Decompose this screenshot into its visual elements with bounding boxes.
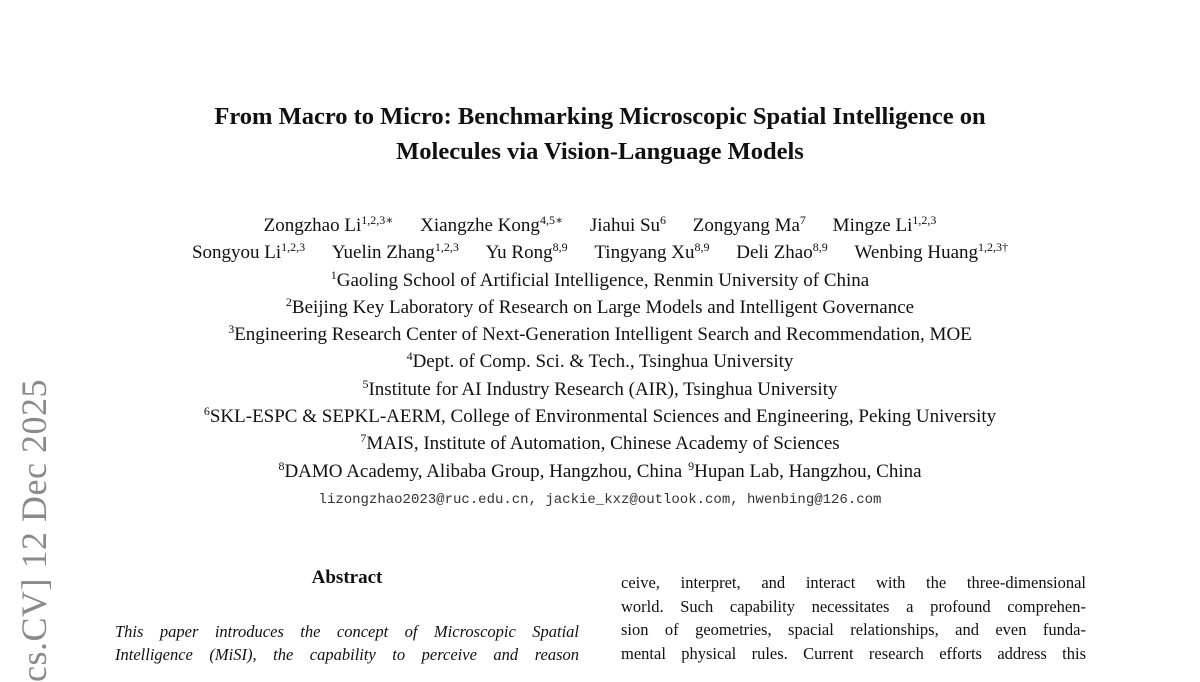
abstract-heading: Abstract [311, 567, 383, 588]
authors-line-2 [0, 239, 1200, 266]
intro-column [621, 571, 1086, 665]
author: Deli Zhao$^{8,9}$ [736, 240, 828, 264]
abstract-line: Intelligence (MiSI), the capability to perceive and reason [115, 645, 579, 664]
affiliation: $^4$Dept. of Comp. Sci. & Tech., Tsinghua University [406, 349, 794, 373]
affiliation: $^7$MAIS, Institute of Automation, Chinese Academy of Sciences [360, 431, 840, 455]
affiliation: $^1$Gaoling School of Artificial Intelligence, Renmin University of China [330, 267, 870, 291]
author-emails: lizongzhao2023@ruc.edu.cn, jackie_kxz@outlook.com, hwenbing@126.com [318, 491, 882, 508]
intro-line: mental physical rules. Current research efforts address this [621, 643, 1086, 663]
intro-line: sion of geometries, spacial relationships, and even funda- [621, 620, 1086, 639]
arxiv-stamp: cs.CV] 12 Dec 2025 [14, 379, 54, 682]
affiliation: $^2$Beijing Key Laboratory of Research on Large Models and Intelligent Governance [285, 294, 915, 318]
title-line-2: Molecules via Vision-Language Models [396, 138, 804, 165]
affiliation: $^6$SKL-ESPC & SEPKL-AERM, College of Environmental Sciences and Engineering, Peking University [203, 404, 997, 428]
author: Wenbing Huang$^{1,2,3\dagger}$ [854, 240, 1009, 264]
author-block [0, 212, 1200, 514]
intro-line: ceive, interpret, and interact with the three-dimensional [621, 573, 1086, 592]
abstract-body [115, 620, 579, 666]
author: Yuelin Zhang$^{1,2,3}$ [331, 240, 459, 264]
author: Yu Rong$^{8,9}$ [485, 240, 568, 264]
author: Xiangzhe Kong$^{4,5∗}$ [420, 213, 564, 236]
authors-line-1 [0, 212, 1200, 239]
title-line-1: From Macro to Micro: Benchmarking Microscopic Spatial Intelligence on [214, 103, 986, 130]
intro-line: world. Such capability necessitates a profound comprehen- [621, 596, 1086, 616]
paper-title [0, 99, 1200, 169]
affiliation: $^3$Engineering Research Center of Next-Generation Intelligent Search and Recommendation, MOE [228, 322, 972, 346]
author: Jiahui Su$^6$ [589, 213, 667, 236]
affiliation: $^8$DAMO Academy, Alibaba Group, Hangzhou, China $^9$Hupan Lab, Hangzhou, China [278, 458, 922, 482]
affiliation: $^5$Institute for AI Industry Research (AIR), Tsinghua University [362, 376, 838, 400]
author: Mingze Li$^{1,2,3}$ [832, 213, 937, 236]
author: Songyou Li$^{1,2,3}$ [191, 240, 306, 264]
abstract-line: This paper introduces the concept of Microscopic Spatial [115, 622, 579, 641]
author: Tingyang Xu$^{8,9}$ [594, 240, 710, 264]
author: Zongzhao $Li^{1,2,3∗}$ [263, 213, 394, 236]
author: Zongyang Ma$^7$ [692, 213, 806, 236]
